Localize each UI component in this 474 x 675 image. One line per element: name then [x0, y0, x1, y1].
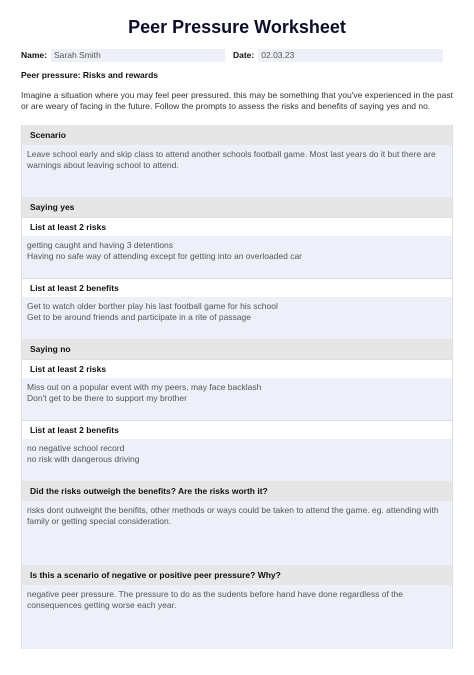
saying-yes-risk-2: Having no safe way of attending except for getting into an overloaded car	[27, 251, 303, 261]
saying-yes-benefits-label: List at least 2 benefits	[21, 278, 453, 297]
intro-text: Imagine a situation where you may feel peer pressured. this may be something that you've experienced in the past or are weary of facing in the future. Follow the prompts to assess the risks and benefits of saying yes and no.	[21, 90, 453, 111]
saying-no-benefit-2: no risk with dangerous driving	[27, 454, 140, 464]
name-label: Name:	[21, 50, 47, 60]
saying-no-risks-label: List at least 2 risks	[21, 359, 453, 378]
saying-no-benefits-answer[interactable]	[21, 439, 453, 481]
saying-yes-block	[21, 197, 453, 339]
saying-yes-heading: Saying yes	[21, 197, 453, 217]
outweigh-block	[21, 481, 453, 565]
saying-yes-risks-label: List at least 2 risks	[21, 217, 453, 236]
saying-no-benefits-label: List at least 2 benefits	[21, 420, 453, 439]
saying-yes-benefits-answer[interactable]	[21, 297, 453, 339]
saying-no-risks-answer[interactable]	[21, 378, 453, 420]
saying-no-benefit-1: no negative school record	[27, 443, 125, 453]
scenario-heading: Scenario	[21, 125, 453, 145]
saying-no-risk-2: Don't get to be there to support my brother	[27, 393, 187, 403]
saying-yes-benefit-1: Get to watch older borther play his last football game for his school	[27, 301, 278, 311]
page-title: Peer Pressure Worksheet	[128, 17, 346, 37]
date-label: Date:	[232, 50, 255, 60]
meta-row	[21, 48, 453, 62]
outweigh-answer[interactable]	[21, 501, 453, 565]
negative-positive-answer-text: negative peer pressure. The pressure to do as the sudents before hand have done regardless of the consequences getting worse each year.	[27, 589, 403, 610]
name-field[interactable]: Sarah Smith	[51, 49, 225, 62]
saying-no-risk-1: Miss out on a popular event with my peers, may face backlash	[27, 382, 262, 392]
date-field[interactable]: 02.03.23	[258, 49, 443, 62]
scenario-answer[interactable]	[21, 145, 453, 197]
negative-positive-heading: Is this a scenario of negative or positive peer pressure? Why?	[21, 565, 453, 585]
saying-no-block	[21, 339, 453, 481]
saying-yes-benefit-2: Get to be around friends and participate in a rite of passage	[27, 312, 251, 322]
outweigh-answer-text: risks dont outweight the benifits, other methods or ways could be taken to attend the game. eg. attending with family or getting special consideration.	[27, 505, 439, 526]
saying-yes-risk-1: getting caught and having 3 detentions	[27, 240, 174, 250]
saying-yes-risks-answer[interactable]	[21, 236, 453, 278]
outweigh-heading: Did the risks outweigh the benefits? Are the risks worth it?	[21, 481, 453, 501]
section-title: Peer pressure: Risks and rewards	[21, 70, 159, 80]
negative-positive-answer[interactable]	[21, 585, 453, 649]
scenario-answer-text: Leave school early and skip class to attend another schools football game. Most last years do it but there are warnings about leaving school to attend.	[27, 149, 436, 170]
saying-no-heading: Saying no	[21, 339, 453, 359]
negative-positive-block	[21, 565, 453, 649]
scenario-block	[21, 125, 453, 197]
